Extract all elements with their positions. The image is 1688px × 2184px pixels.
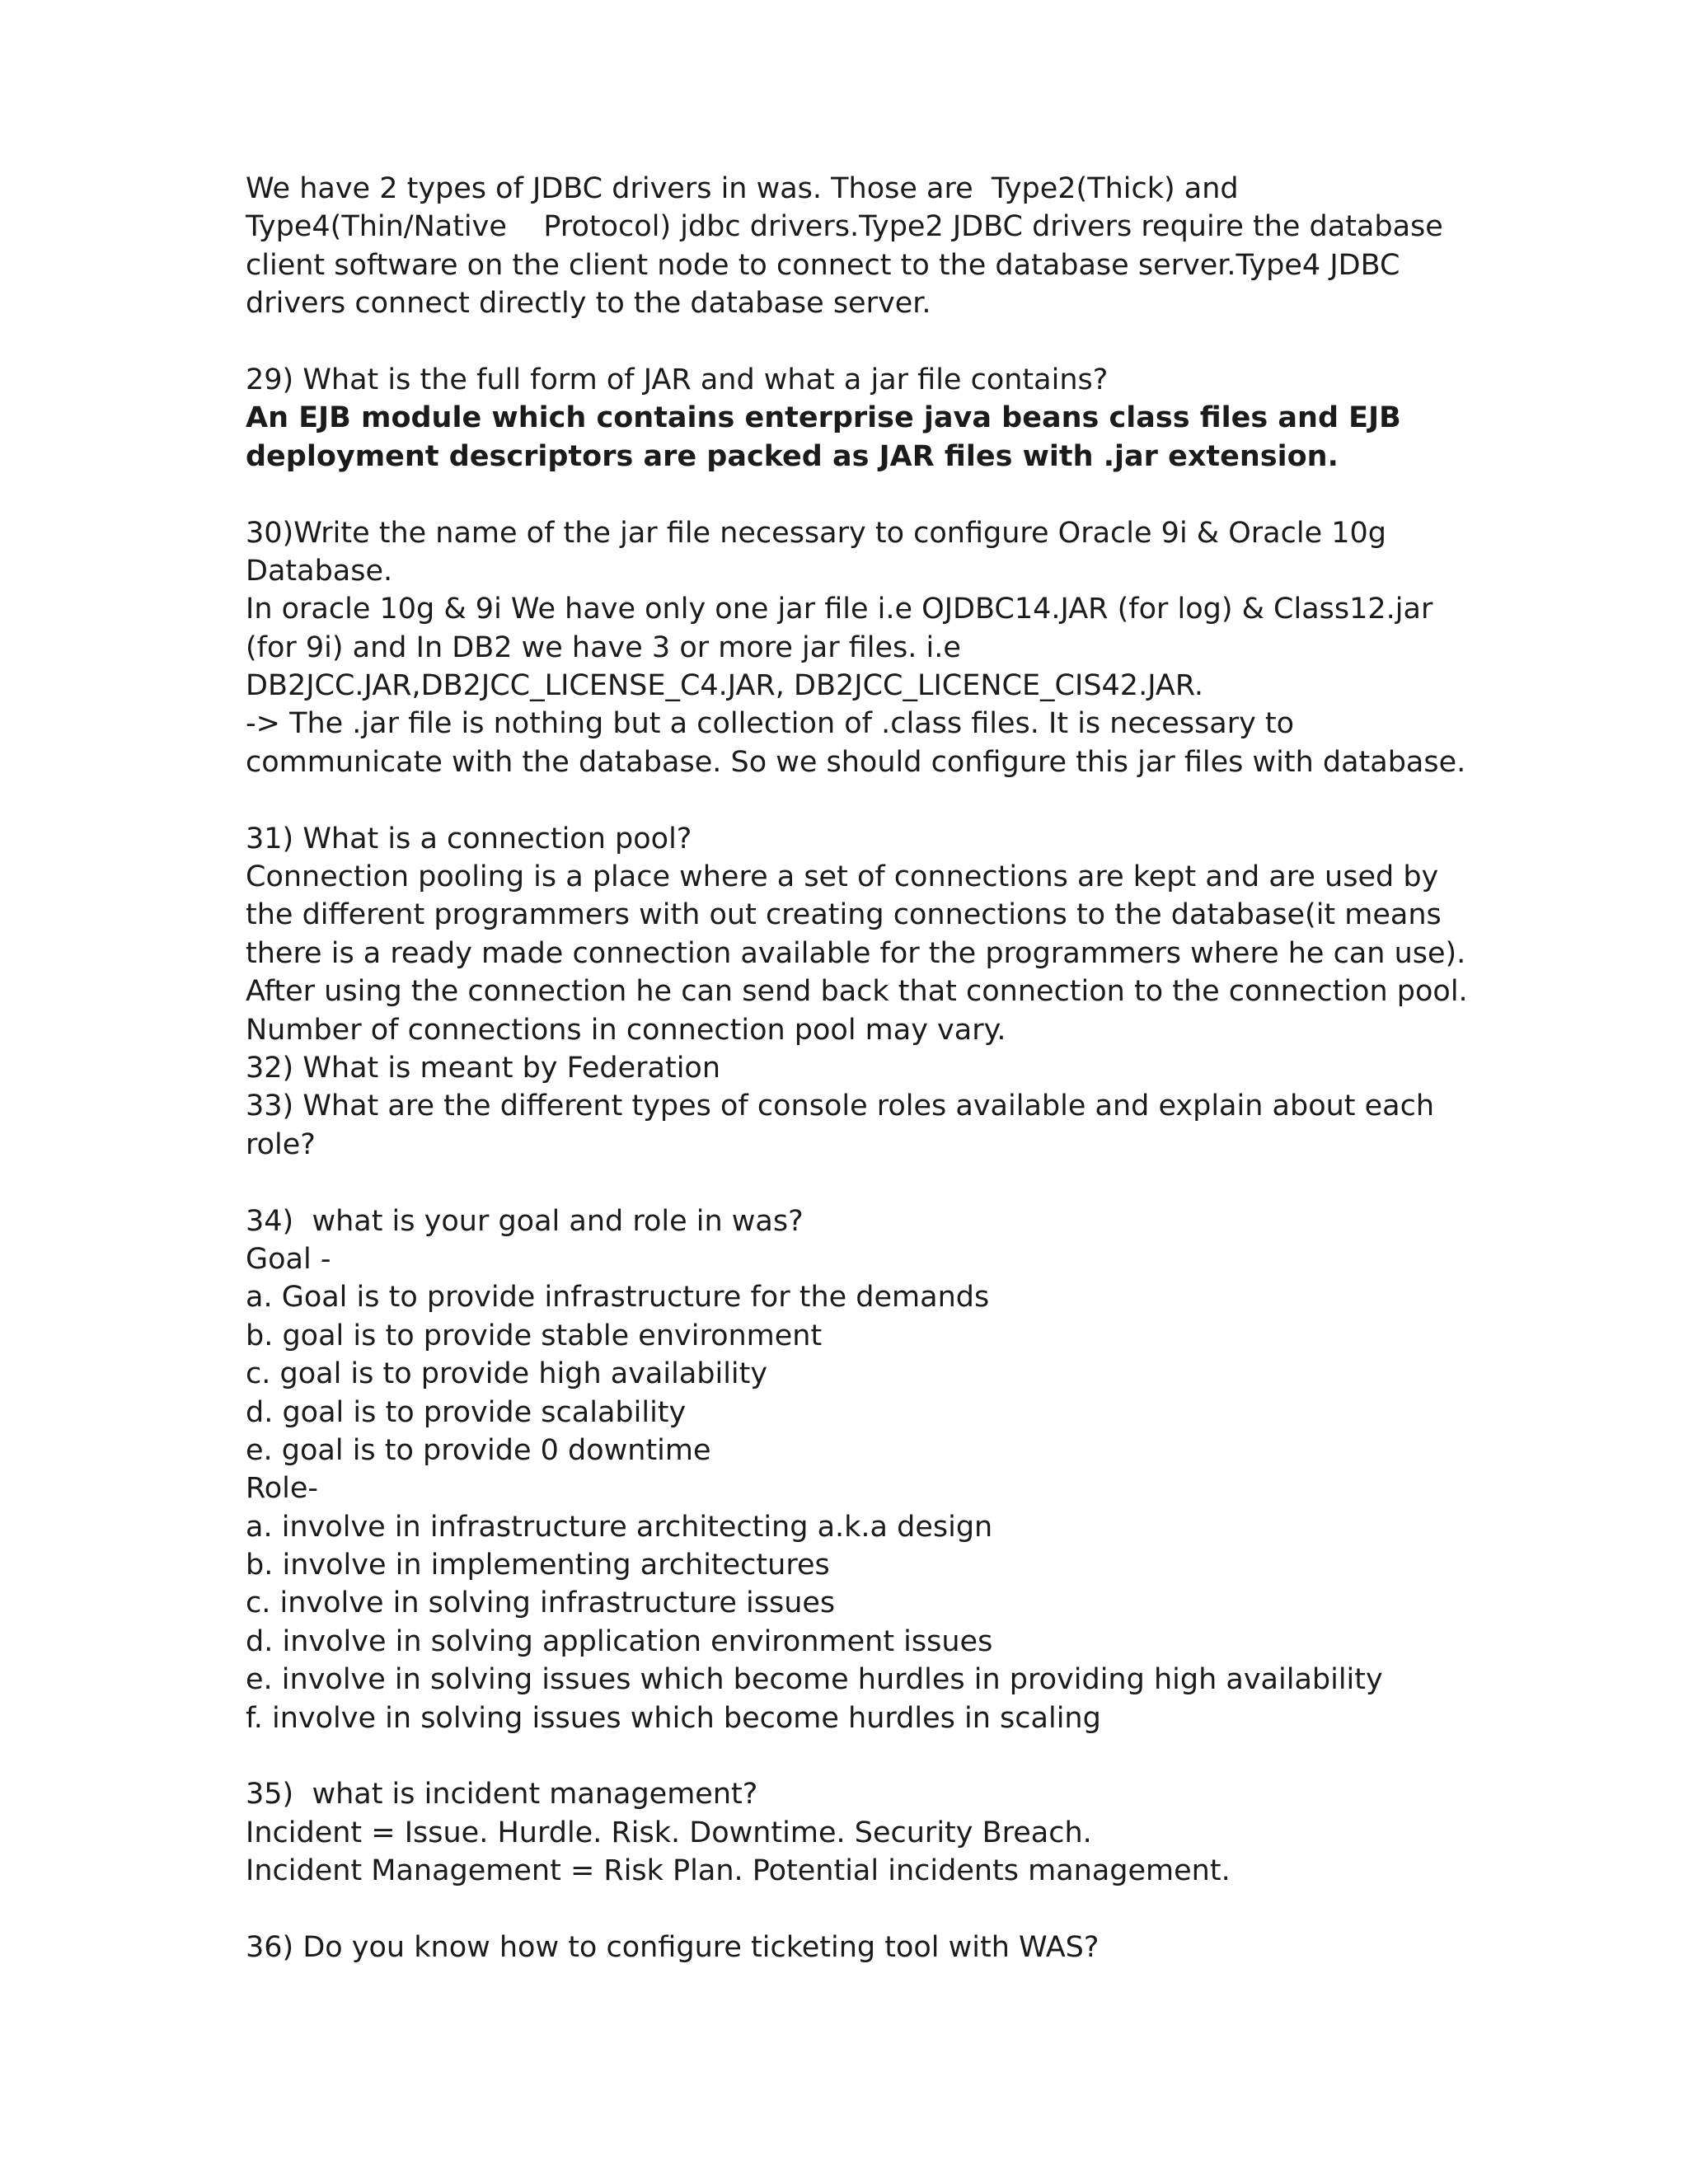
blank-line <box>246 1737 1449 1775</box>
text-line: Database. <box>246 554 393 588</box>
text-line: Type4(Thin/Native Protocol) jdbc drivers.Type2 JDBC drivers require the database <box>246 210 1443 244</box>
list-item: a. Goal is to provide infrastructure for the demands <box>246 1281 990 1315</box>
list-item: a. involve in infrastructure architecting a.k.a design <box>246 1510 993 1544</box>
text-line: Incident Management = Risk Plan. Potential incidents management. <box>246 1854 1231 1888</box>
question-30 <box>246 514 1466 782</box>
text-line: -> The .jar file is nothing but a collection of .class files. It is necessary to <box>246 707 1295 741</box>
list-item: d. goal is to provide scalability <box>246 1395 687 1429</box>
text-line: 36) Do you know how to configure ticketing tool with WAS? <box>246 1930 1100 1964</box>
question-29 <box>246 361 1449 399</box>
text-line: 33) What are the different types of console roles available and explain about each <box>246 1090 1435 1123</box>
text-line: drivers connect directly to the database server. <box>246 287 931 321</box>
text-line: DB2JCC.JAR,DB2JCC_LICENSE_C4.JAR, DB2JCC_LICENCE_CIS42.JAR. <box>246 669 1204 703</box>
text-line: client software on the client node to connect to the database server.Type4 JDBC <box>246 248 1400 282</box>
answer-text: deployment descriptors are packed as JAR files with .jar extension. <box>246 439 1339 473</box>
text-line: the different programmers with out creating connections to the database(it means <box>246 898 1442 932</box>
question-36 <box>246 1929 1449 1966</box>
list-item: f. involve in solving issues which become hurdles in scaling <box>246 1701 1101 1735</box>
list-item: d. involve in solving application environment issues <box>246 1624 993 1658</box>
answer-text: An EJB module which contains enterprise java beans class files and EJB <box>246 401 1401 435</box>
list-item: e. involve in solving issues which become hurdles in providing high availability <box>246 1663 1383 1697</box>
text-line: 35) what is incident management? <box>246 1778 758 1811</box>
text-line: In oracle 10g & 9i We have only one jar file i.e OJDBC14.JAR (for log) & Class12.jar <box>246 593 1433 626</box>
blank-line <box>246 1164 1449 1202</box>
question-34 <box>246 1202 1449 1737</box>
list-item: b. involve in implementing architectures <box>246 1549 830 1582</box>
paragraph-jdbc-driver-types <box>246 170 1449 323</box>
text-line: After using the connection he can send back that connection to the connection pool. <box>246 975 1468 1009</box>
text-line: (for 9i) and In DB2 we have 3 or more jar files. i.e <box>246 630 961 664</box>
list-item: c. goal is to provide high availability <box>246 1357 768 1391</box>
text-line: Goal - <box>246 1242 331 1276</box>
blank-line <box>246 781 1449 819</box>
text-line: We have 2 types of JDBC drivers in was. Those are Type2(Thick) and <box>246 172 1239 205</box>
answer-29 <box>246 399 1449 476</box>
text-line: 31) What is a connection pool? <box>246 822 692 855</box>
text-line: 30)Write the name of the jar file necessary to configure Oracle 9i & Oracle 10g <box>246 516 1386 550</box>
text-line: there is a ready made connection available for the programmers where he can use). <box>246 936 1466 970</box>
document-body <box>246 170 1468 1966</box>
blank-line <box>246 323 1449 361</box>
text-line: Connection pooling is a place where a set of connections are kept and are used by <box>246 860 1439 894</box>
text-line: 34) what is your goal and role in was? <box>246 1204 804 1238</box>
text-line: 32) What is meant by Federation <box>246 1051 721 1085</box>
list-item: c. involve in solving infrastructure issues <box>246 1586 836 1620</box>
text-line: Number of connections in connection pool may vary. <box>246 1013 1006 1047</box>
question-31-33 <box>246 820 1468 1165</box>
text-line: communicate with the database. So we should configure this jar files with database. <box>246 745 1466 779</box>
text-line: Role- <box>246 1472 319 1506</box>
list-item: b. goal is to provide stable environment <box>246 1319 823 1352</box>
question-text: 29) What is the full form of JAR and what a jar file contains? <box>246 363 1109 396</box>
text-line: role? <box>246 1127 316 1161</box>
question-35 <box>246 1775 1449 1890</box>
list-item: e. goal is to provide 0 downtime <box>246 1433 711 1467</box>
text-line: Incident = Issue. Hurdle. Risk. Downtime. Security Breach. <box>246 1816 1092 1849</box>
blank-line <box>246 476 1449 513</box>
blank-line <box>246 1891 1449 1929</box>
